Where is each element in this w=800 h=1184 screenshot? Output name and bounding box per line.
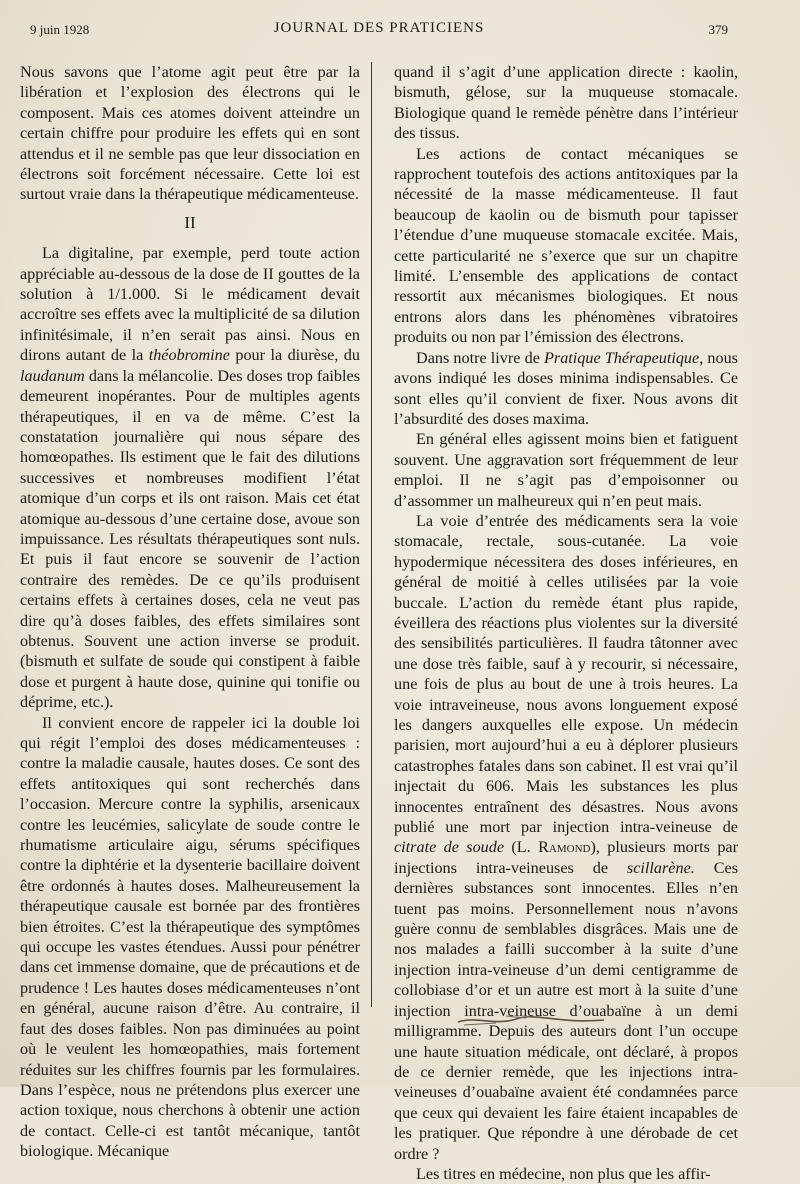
library-stamp-mark xyxy=(456,1010,606,1030)
paragraph: Nous savons que l’atome agit peut être par la libération et l’explosion des électrons qui le composent. Mais ces atomes doivent atteindre un certain chiffre pour produire les effets qui en sont attendus et il ne semble pas que leur dissociation en électrons soit forcément nécessaire. Cette loi est surtout vraie dans la thérapeutique médicamenteuse. xyxy=(20,63,360,204)
drug-name-theobromine: théobromine xyxy=(148,346,230,365)
paragraph: Il convient encore de rappeler ici la double loi qui régit l’emploi des doses médicamenteuses : contre la maladie causale, hautes doses. Ce sont des effets antitoxiques qui sont recherchés dans l’occasion. Mercure contre la syphilis, arsenicaux contre les leucémies, salicylate de soude contre le rhumatisme articulaire aigu, sérums spécifiques contre la diphtérie et la dysenterie bacillaire doivent être ordonnés à hautes doses. Malheureusement la thérapeutique causale est bornée par des frontières bien étroites. C’est la thérapeutique des symptômes qui occupe les vastes étendues. Aussi pour pénétrer dans cet immense domaine, que de précautions et de prudence ! Les hautes doses médicamenteuses n’ont en général, aucune raison d’être. Au contraire, il faut des doses faibles. Non pas diminuées au point où le veulent les homœopathies, mais fortement réduites sur les chiffres fournis par les formulaires. Dans l’espèce, nous ne prétendons plus exercer une action toxique, nous cherchons à obtenir une action de contact. Celle-ci est tantôt mécanique, tantôt biologique. Mécanique xyxy=(20,713,360,1161)
paragraph: Les titres en médecine, non plus que les affir- xyxy=(416,1164,711,1183)
drug-name-scillarene: scillarène. xyxy=(626,858,695,877)
paragraph: quand il s’agit d’une application directe : kaolin, bismuth, gélose, sur la muqueuse stomacale. Biologique quand le remède pénètre dans l’intérieur des tissus. xyxy=(394,63,738,143)
paragraph xyxy=(394,511,738,1164)
text-run: (L. xyxy=(504,838,539,857)
author-name: Ramond xyxy=(538,838,591,857)
journal-title: JOURNAL DES PRATICIENS xyxy=(273,20,485,36)
text-run: La voie d’entrée des médicaments sera la voie stomacale, rectale, sous-cutanée. La voie hypodermique nécessitera des doses inférieures, en général de moitié à celles utilisées par la voie buccale. L’action du remède étant plus rapide, éveillera des réactions plus violentes sur la diversité des sensibilités particulières. Il faudra tâtonner avec une dose très faible, sauf à y recourir, si nécessaire, une fois de plus au bout de une à trois heures. La voie intraveineuse, nous avons longuement exposé les dangers auxquelles elle expose. Un médecin parisien, mort aujourd’hui a eu à déplorer plusieurs catastrophes fatales dans son cabinet. Il est vrai qu’il injectait du 606. Mais les substances les plus innocentes entraînent des désastres. Nous avons publié une mort par injection intra-veineuse de xyxy=(394,511,738,837)
running-header xyxy=(30,18,728,40)
text-run: Ces dernières substances sont innocentes. Elles n’en tuent pas moins. Personnellement nous n’avons guère connu de semblables disgrâces. Mais une de nos malades a failli succomber à la suite d’une injection intra-veineuse d’un demi centigramme de collobiase d’or et un autre est mort à la suite d’une injection intra-veineuse d’ouabaïne à un demi milligramme. Depuis des auteurs dont l’un occupe une haute situation médicale, ont déclaré, à propos de ce dernier remède, que les injections intra-veineuses d’ouabaïne avaient été condamnées parce que ceux qui devaient les faire étaient incapables de les pratiquer. Que répondre à une dérobade de cet ordre ? xyxy=(394,858,738,1163)
book-title: Pratique Thérapeutique xyxy=(544,348,700,367)
paragraph xyxy=(20,243,360,712)
text-run: dans la mélancolie. Des doses trop faibles demeurent inopérantes. Pour de multiples agents thérapeutiques, il en va de même. C’est la constatation journalière qui nous sépare des homœopathes. Ils estiment que le fait des dilutions successives et nombreuses modifient l’état atomique d’un corps et ils ont raison. Mais cet état atomique au-dessous d’une certaine dose, avoue son impuissance. Les résultats thérapeutiques sont nuls. Et puis il faut encore se souvenir de l’action contraire des remèdes. De ce qu’ils produisent certains effets à certaines doses, cela ne veut pas dire qu’à doses faibles, des effets similaires sont obtenus. Souvent une action inverse se produit. (bismuth et sulfate de soude qui constipent à faible dose et purgent à haute dose, quinine qui tonifie ou déprime, etc.). xyxy=(20,366,360,712)
paragraph: Les actions de contact mécaniques se rapprochent toutefois des actions antitoxiques par la nécessité de la masse médicamenteuse. Il faut beaucoup de kaolin ou de bismuth pour tapisser l’étendue d’une muqueuse stomacale excitée. Mais, cette particularité ne s’exerce que sur un chapitre limité. L’ensemble des applications de contact ressortit aux mécanismes biologiques. Et nous entrons alors dans les phénomènes vibratoires produits ou non par l’émission des électrons. xyxy=(394,144,738,347)
text-run: , nous avons indiqué les doses minima indispensables. Ce sont elles qu’il convient de fixer. Nous avons dit l’absurdité des doses maxima. xyxy=(394,348,738,428)
text-run: La digitaline, par exemple, perd toute action appréciable au-dessous de la dose de II gouttes de la solution à 1/1.000. Si le médicament devait accroître ses effets avec la multiplicité de sa dilution infinitésimale, il n’en serait pas ainsi. Nous en dirons autant de la xyxy=(20,244,360,365)
column-rule xyxy=(371,62,372,1007)
paragraph: En général elles agissent moins bien et fatiguent souvent. Une aggravation sort fréquemment de leur emploi. Il ne s’agit pas d’empoisonner ou d’assommer un malheureux qui n’en peut mais. xyxy=(394,430,738,510)
drug-name-laudanum: laudanum xyxy=(20,366,85,385)
section-heading: II xyxy=(184,212,196,232)
paragraph xyxy=(394,348,738,430)
left-column xyxy=(20,62,360,1162)
drug-name-citrate: citrate de soude xyxy=(394,838,505,857)
issue-date: 9 juin 1928 xyxy=(30,22,90,37)
text-run: ), plusieurs morts par injections intra-veineuses de xyxy=(394,838,738,877)
page-number: 379 xyxy=(708,22,728,37)
text-run: Dans notre livre de xyxy=(416,348,545,367)
text-run: pour la diurèse, du xyxy=(229,346,360,365)
